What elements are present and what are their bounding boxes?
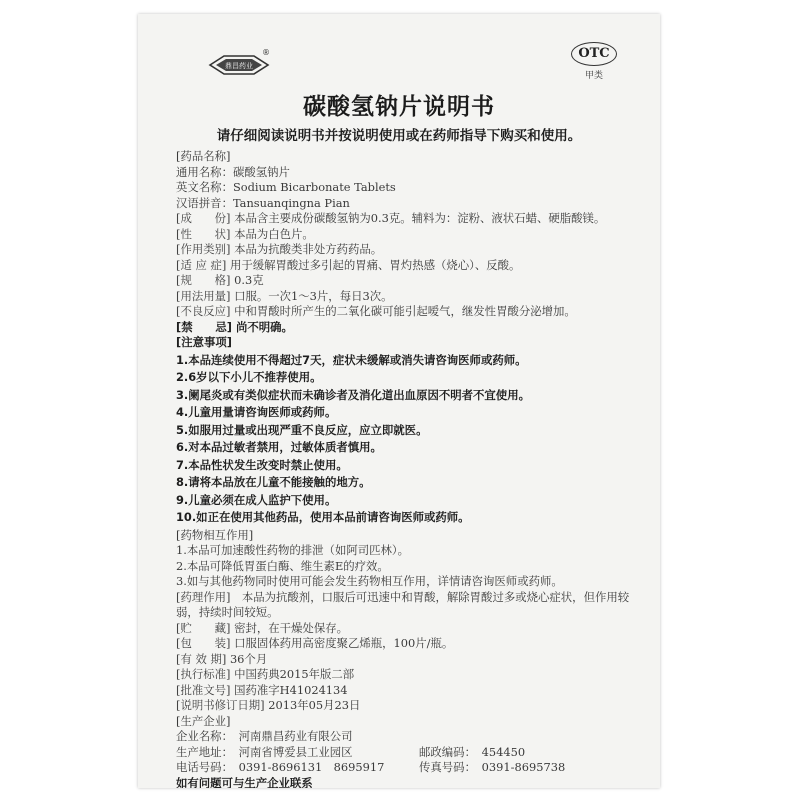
otc-badge: OTC [571,42,617,66]
precaution-item: 1.本品连续使用不得超过7天，症状未缓解或消失请咨询医师或药师。 [176,352,527,367]
precaution-item: 5.如服用过量或出现严重不良反应，应立即就医。 [176,422,428,437]
precaution-item: 7.本品性状发生改变时禁止使用。 [176,457,348,472]
field-pharmacology: [药理作用] 本品为抗酸剂，口服后可迅速中和胃酸，解除胃酸过多或烧心症状，但作用较弱，持续时间较短。 [176,589,630,619]
field-packaging: [包 装] 口服固体药用高密度聚乙烯瓶，100片/瓶。 [176,636,454,650]
interactions-section: [药物相互作用] [176,527,254,542]
field-adverse-reactions: [不良反应] 中和胃酸时所产生的二氧化碳可能引起嗳气，继发性胃酸分泌增加。 [176,304,576,318]
manufacturer-fax: 传真号码： 0391-8695738 [419,760,566,774]
manufacturer-address-row [176,745,646,761]
precaution-item: 2.6岁以下小儿不推荐使用。 [176,370,322,384]
contact-note: 如有问题可与生产企业联系 [176,775,313,788]
field-indications: [适 应 症] 用于缓解胃酸过多引起的胃痛、胃灼热感（烧心）、反酸。 [176,257,521,272]
generic-name: 通用名称：碳酸氢钠片 [176,164,290,179]
manufacturer-name: 企业名称： 河南鼎昌药业有限公司 [176,729,353,743]
field-dosage: [用法用量] 口服。一次1～3片，每日3次。 [176,288,393,303]
page-title: 碳酸氢钠片说明书 [303,94,495,120]
field-validity: [有 效 期] 36个月 [176,651,268,666]
field-approval-number: [批准文号] 国药准字H41024134 [176,682,348,697]
precaution-item: 9.儿童必须在成人监护下使用。 [176,492,337,507]
manufacturer-phone-row [176,760,646,776]
manufacturer-section: [生产企业] [176,713,231,728]
precaution-item: 8.请将本品放在儿童不能接触的地方。 [176,475,371,489]
field-ingredients: [成 份] 本品含主要成份碳酸氢钠为0.3克。辅料为：淀粉、液状石蜡、硬脂酸镁。 [176,211,606,225]
manufacturer-address: 生产地址： 河南省博爱县工业园区 [176,744,353,759]
manufacturer-phone: 电话号码： 0391-8696131 8695917 [176,760,385,774]
registered-mark: ® [262,48,270,57]
field-category: [作用类别] 本品为抗酸类非处方药药品。 [176,242,383,256]
manufacturer-postcode: 邮政编码： 454450 [419,744,526,759]
drug-name-section: [药品名称] [176,149,231,163]
logo-text: 鼎昌药业 [225,62,253,70]
field-contraindications: [禁 忌] 尚不明确。 [176,319,293,334]
precaution-item: 6.对本品过敏者禁用，过敏体质者慎用。 [176,440,382,454]
field-revision-date: [说明书修订日期] 2013年05月23日 [176,698,361,712]
interaction-item: 3.如与其他药物同时使用可能会发生药物相互作用，详情请咨询医师或药师。 [176,574,563,588]
interaction-item: 2.本品可降低胃蛋白酶、维生素E的疗效。 [176,558,389,573]
field-standard: [执行标准] 中国药典2015年版二部 [176,667,355,681]
leaflet-content [176,149,646,788]
company-logo [208,54,270,76]
field-storage: [贮 藏] 密封，在干燥处保存。 [176,620,348,635]
otc-category: 甲类 [584,71,603,81]
english-name: 英文名称：Sodium Bicarbonate Tablets [176,180,396,194]
precaution-item: 3.阑尾炎或有类似症状而未确诊者及消化道出血原因不明者不宜使用。 [176,387,530,402]
leaflet-paper [138,14,660,788]
field-appearance: [性 状] 本品为白色片。 [176,226,314,241]
interaction-item: 1.本品可加速酸性药物的排泄（如阿司匹林）。 [176,543,409,557]
precaution-item: 4.儿童用量请咨询医师或药师。 [176,405,337,419]
pinyin-name: 汉语拼音：Tansuanqingna Pian [176,195,350,210]
usage-notice: 请仔细阅读说明书并按说明使用或在药师指导下购买和使用。 [216,128,582,144]
precaution-item: 10.如正在使用其他药品，使用本品前请咨询医师或药师。 [176,510,470,524]
field-specification: [规 格] 0.3克 [176,273,264,287]
precautions-section: [注意事项] [176,335,232,349]
